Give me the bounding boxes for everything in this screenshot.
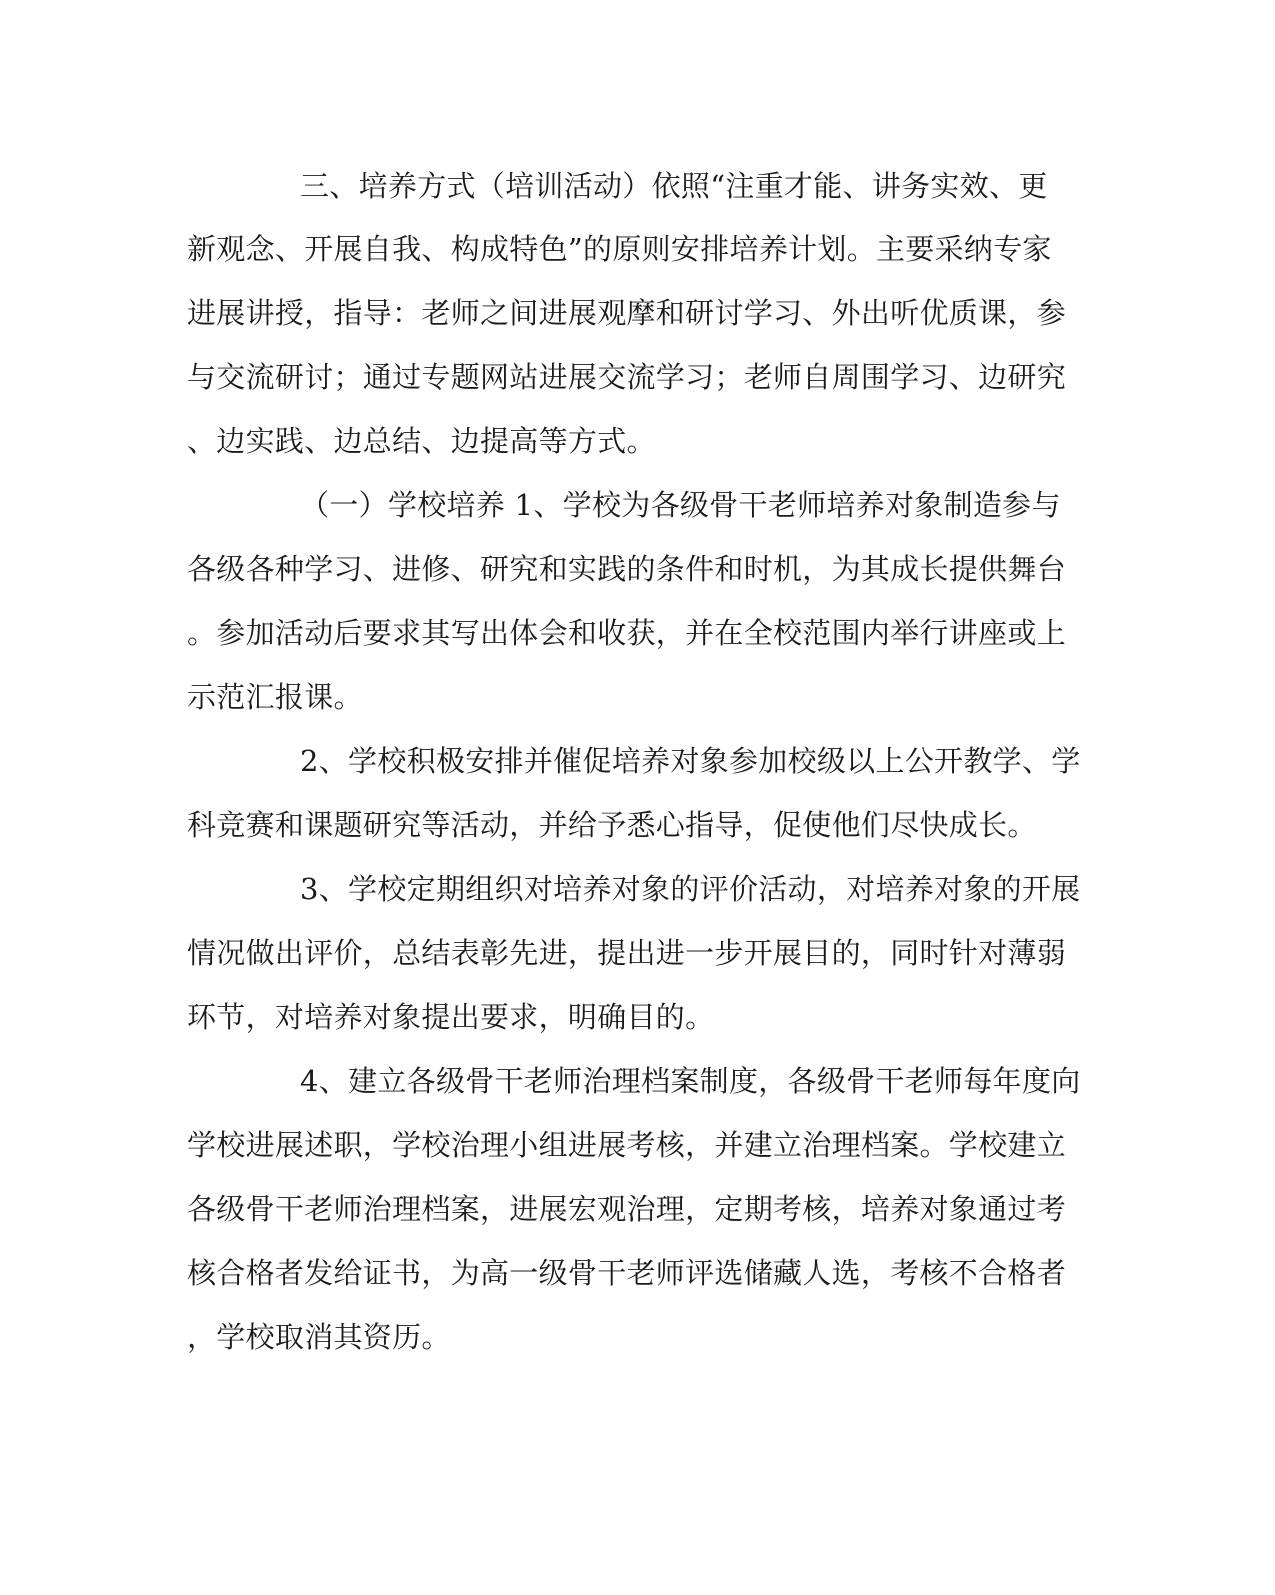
paragraph-2-line-3: 。参加活动后要求其写出体会和收获，并在全校范围内举行讲座或上 bbox=[187, 616, 1067, 650]
paragraph-1-line-4: 与交流研讨；通过专题网站进展交流学习；老师自周围学习、边研究 bbox=[187, 360, 1067, 394]
paragraph-3-line-1: 2、学校积极安排并催促培养对象参加校级以上公开教学、学 bbox=[300, 744, 1081, 778]
paragraph-5-line-4: 核合格者发给证书，为高一级骨干老师评选储藏人选，考核不合格者 bbox=[187, 1256, 1067, 1290]
paragraph-5-line-5: ，学校取消其资历。 bbox=[187, 1320, 451, 1354]
paragraph-5-line-3: 各级骨干老师治理档案，进展宏观治理，定期考核，培养对象通过考 bbox=[187, 1192, 1067, 1226]
paragraph-4-line-3: 环节，对培养对象提出要求，明确目的。 bbox=[187, 1000, 715, 1034]
paragraph-4-line-2: 情况做出评价，总结表彰先进，提出进一步开展目的，同时针对薄弱 bbox=[187, 936, 1067, 970]
paragraph-3-line-2: 科竞赛和课题研究等活动，并给予悉心指导，促使他们尽快成长。 bbox=[187, 808, 1037, 842]
paragraph-5-line-2: 学校进展述职，学校治理小组进展考核，并建立治理档案。学校建立 bbox=[187, 1128, 1067, 1162]
paragraph-1-line-2: 新观念、开展自我、构成特色”的原则安排培养计划。主要采纳专家 bbox=[187, 232, 1052, 266]
paragraph-1-line-5: 、边实践、边总结、边提高等方式。 bbox=[187, 424, 656, 458]
paragraph-2-line-1: （一）学校培养 1、学校为各级骨干老师培养对象制造参与 bbox=[300, 488, 1061, 522]
paragraph-1-line-1: 三、培养方式（培训活动）依照“注重才能、讲务实效、更 bbox=[300, 169, 1048, 203]
paragraph-4-line-1: 3、学校定期组织对培养对象的评价活动，对培养对象的开展 bbox=[300, 872, 1081, 906]
paragraph-2-line-4: 示范汇报课。 bbox=[187, 680, 363, 714]
paragraph-1-line-3: 进展讲授，指导：老师之间进展观摩和研讨学习、外出听优质课，参 bbox=[187, 296, 1067, 330]
paragraph-2-line-2: 各级各种学习、进修、研究和实践的条件和时机，为其成长提供舞台 bbox=[187, 552, 1067, 586]
paragraph-5-line-1: 4、建立各级骨干老师治理档案制度，各级骨干老师每年度向 bbox=[300, 1064, 1081, 1098]
